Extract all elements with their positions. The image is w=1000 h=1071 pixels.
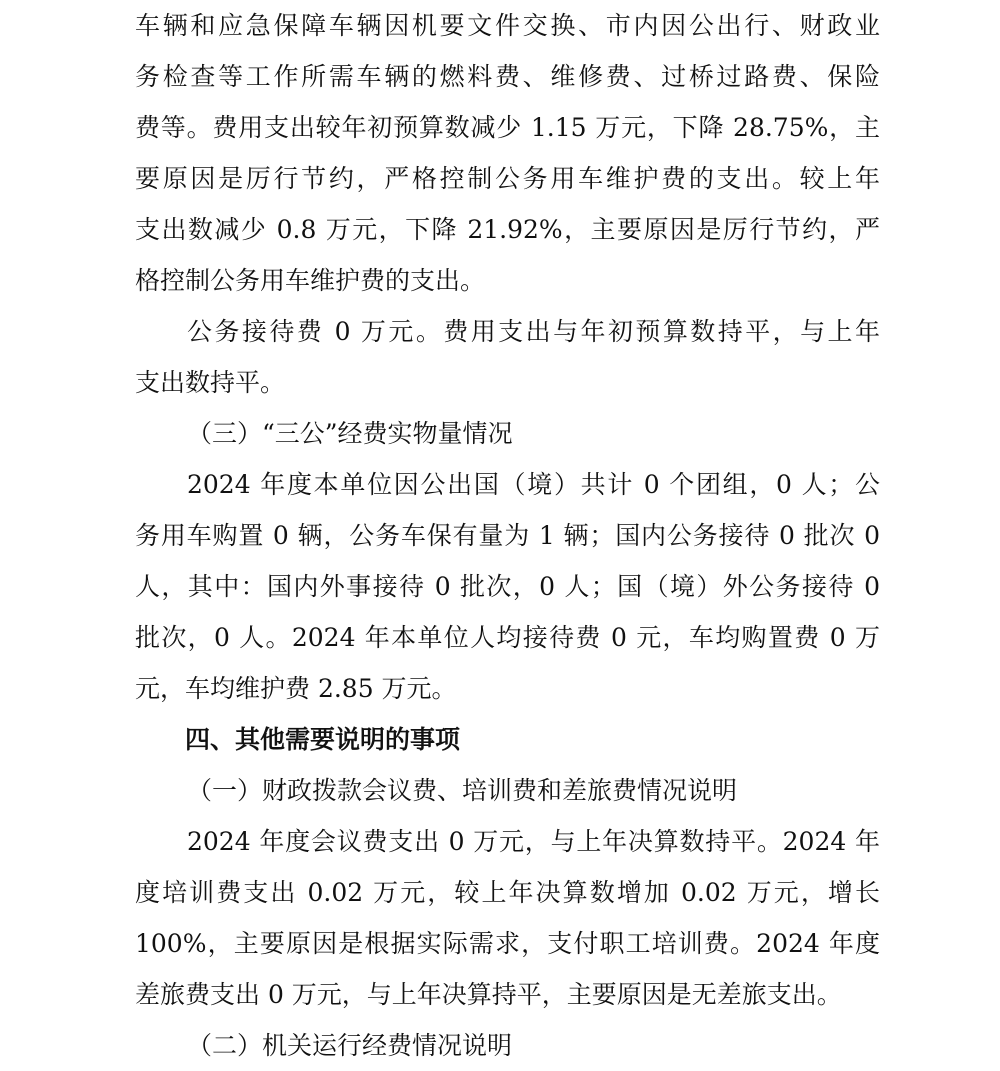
text-line: 格控制公务用车维护费的支出。 [135, 266, 486, 295]
text-line: 2024 年度会议费支出 0 万元，与上年决算数持平。2024 年 [187, 827, 880, 856]
text-line: 度培训费支出 0.02 万元，较上年决算数增加 0.02 万元，增长 [135, 878, 880, 907]
text-line: 人，其中：国内外事接待 0 批次，0 人；国（境）外公务接待 0 [135, 572, 880, 601]
section-heading: 四、其他需要说明的事项 [185, 725, 461, 754]
text-line: 批次，0 人。2024 年本单位人均接待费 0 元，车均购置费 0 万 [135, 623, 880, 652]
text-line: 支出数减少 0.8 万元，下降 21.92%，主要原因是厉行节约，严 [135, 215, 880, 244]
document-page [135, 0, 880, 1071]
text-line: 2024 年度本单位因公出国（境）共计 0 个团组，0 人；公 [187, 470, 880, 499]
text-line: 务检查等工作所需车辆的燃料费、维修费、过桥过路费、保险 [135, 62, 880, 91]
text-line: 务用车购置 0 辆，公务车保有量为 1 辆；国内公务接待 0 批次 0 [135, 521, 880, 550]
text-line: 公务接待费 0 万元。费用支出与年初预算数持平，与上年 [187, 317, 880, 346]
section-subheading: （二）机关运行经费情况说明 [187, 1031, 513, 1060]
text-line: 费等。费用支出较年初预算数减少 1.15 万元，下降 28.75%，主 [135, 113, 880, 142]
text-line: 支出数持平。 [135, 368, 286, 397]
text-line: 100%，主要原因是根据实际需求，支付职工培训费。2024 年度 [135, 929, 880, 958]
text-line: 差旅费支出 0 万元，与上年决算持平，主要原因是无差旅支出。 [135, 980, 842, 1009]
section-subheading: （一）财政拨款会议费、培训费和差旅费情况说明 [187, 776, 738, 805]
text-line: 元，车均维护费 2.85 万元。 [135, 674, 457, 703]
section-subheading: （三）“三公”经费实物量情况 [187, 419, 513, 448]
text-line: 车辆和应急保障车辆因机要文件交换、市内因公出行、财政业 [135, 11, 880, 40]
text-line: 要原因是厉行节约，严格控制公务用车维护费的支出。较上年 [135, 164, 880, 193]
